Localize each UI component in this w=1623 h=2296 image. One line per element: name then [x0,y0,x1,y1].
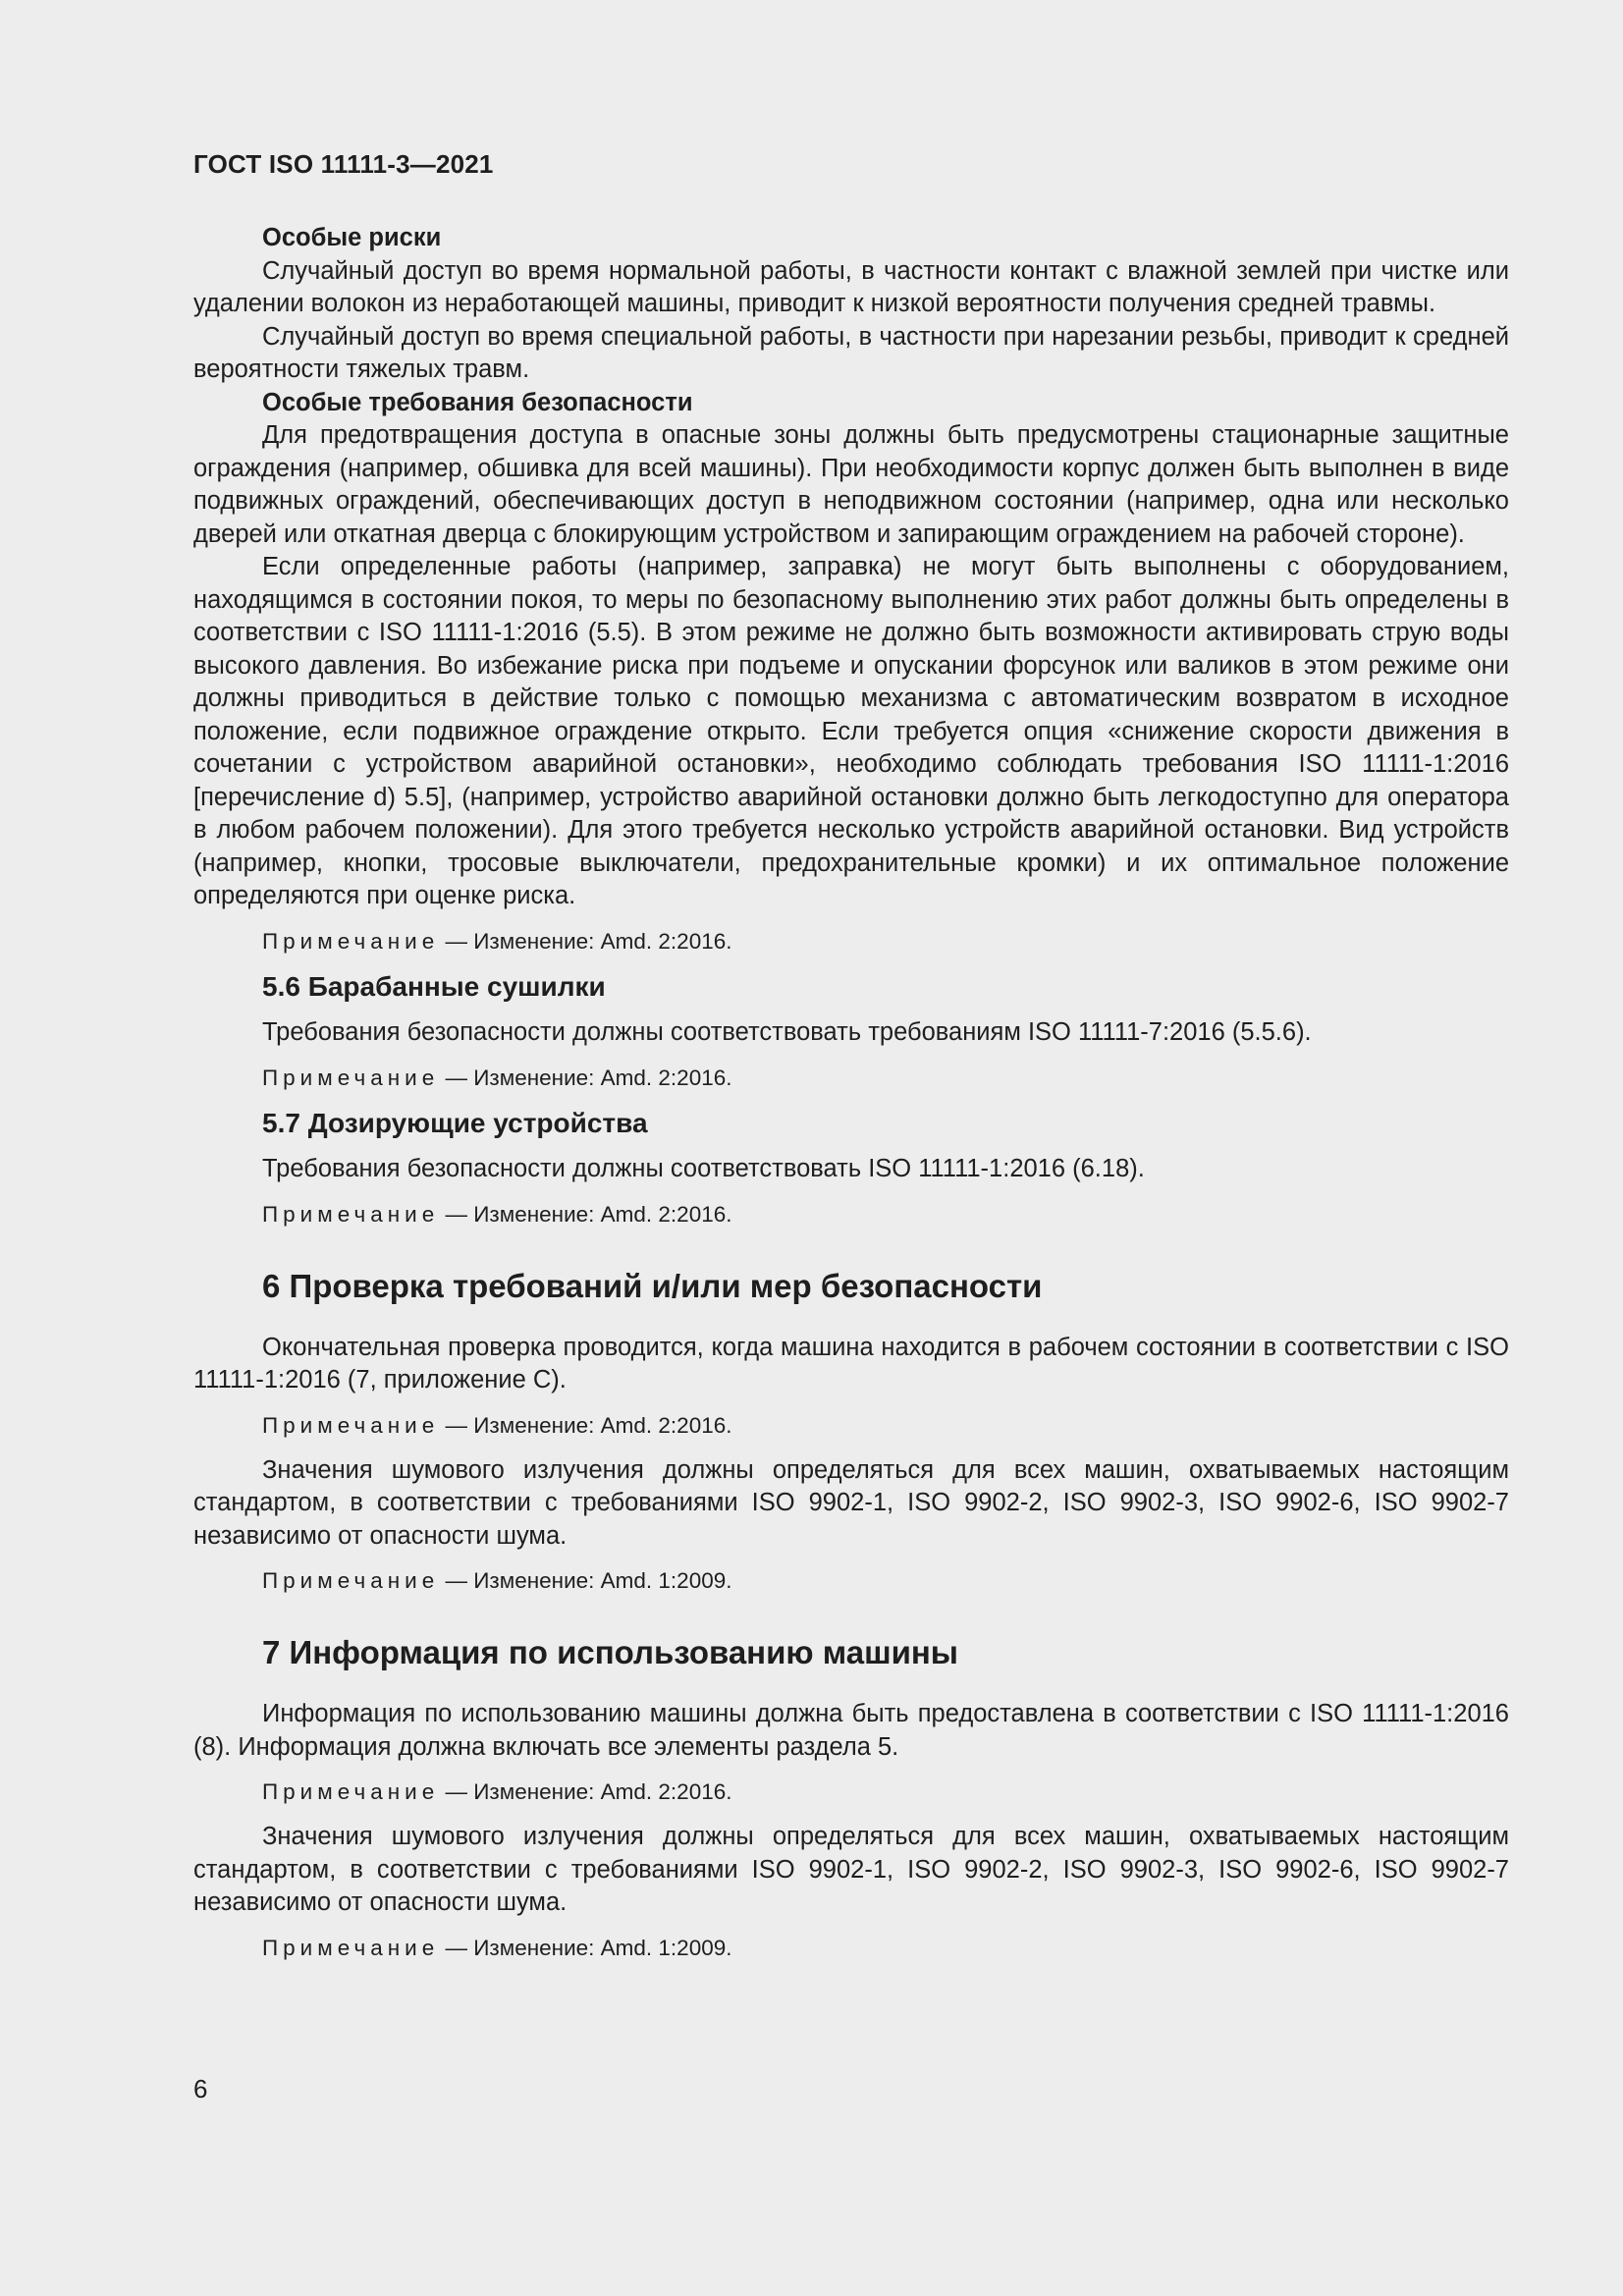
paragraph: Если определенные работы (например, заправка) не могут быть выполнены с оборудованием, находящимся в состоянии покоя, то меры по безопасному выполнению этих работ должны быть определены в соответствии с ISO 11111-1:2016 (5.5). В этом режиме не должно быть возможности активировать струю воды высокого давления. Во избежание риска при подъеме и опускании форсунок или валиков в этом режиме они должны приводиться в действие только с помощью механизма с автоматическим возвратом в исходное положение, если подвижное ограждение открыто. Если требуется опция «снижение скорости движения в сочетании с устройством аварийной остановки», необходимо соблюдать требования ISO 11111-1:2016 [перечисление d) 5.5], (например, устройство аварийной остановки должно быть легкодоступно для оператора в любом рабочем положении). Для этого требуется несколько устройств аварийной остановки. Вид устройств (например, кнопки, тросовые выключатели, предохранительные кромки) и их оптимальное положение определяются при оценке риска. [193,553,1509,909]
document-header: ГОСТ ISO 11111-3—2021 [193,149,494,179]
note-label: Примечание [262,1568,440,1593]
paragraph: Случайный доступ во время специальной работы, в частности при нарезании резьбы, приводит к средней вероятности тяжелых травм. [193,322,1509,383]
note-label: Примечание [262,1935,440,1960]
note [193,1200,1509,1230]
paragraph: Случайный доступ во время нормальной работы, в частности контакт с влажной землей при чистке или удалении волокон из неработающей машины, приводит к низкой вероятности получения средней травмы. [193,256,1509,317]
note-label: Примечание [262,1065,440,1090]
paragraph: Окончательная проверка проводится, когда машина находится в рабочем состоянии в соответствии с ISO 11111-1:2016 (7, приложение C). [193,1333,1509,1394]
note-label: Примечание [262,928,440,954]
paragraph: Значения шумового излучения должны определяться для всех машин, охватываемых настоящим стандартом, в соответствии с требованиями ISO 9902-1, ISO 9902-2, ISO 9902-3, ISO 9902-6, ISO 9902-7 независимо от опасности шума. [193,1823,1509,1916]
paragraph: Значения шумового излучения должны определяться для всех машин, охватываемых настоящим стандартом, в соответствии с требованиями ISO 9902-1, ISO 9902-2, ISO 9902-3, ISO 9902-6, ISO 9902-7 независимо от опасности шума. [193,1455,1509,1550]
note [193,1934,1509,1963]
note [193,1777,1509,1807]
section-heading-5-7: 5.7 Дозирующие устройства [262,1107,648,1138]
note-text: — Изменение: Amd. 2:2016. [439,1201,732,1227]
paragraph: Информация по использованию машины должна быть предоставлена в соответствии с ISO 11111-1:2016 (8). Информация должна включать все элементы раздела 5. [193,1700,1509,1761]
note-text: — Изменение: Amd. 2:2016. [439,1065,732,1090]
section-heading-5-6: 5.6 Барабанные сушилки [262,970,606,1002]
note [193,1566,1509,1596]
note-text: — Изменение: Amd. 1:2009. [439,1568,732,1593]
subheading-special-risks: Особые риски [262,224,442,251]
note-text: — Изменение: Amd. 2:2016. [439,928,732,954]
note [193,927,1509,957]
note-text: — Изменение: Amd. 2:2016. [439,1412,732,1438]
paragraph: Для предотвращения доступа в опасные зоны должны быть предусмотрены стационарные защитные ограждения (например, обшивка для всей машины). При необходимости корпус должен быть выполнен в виде подвижных ограждений, обеспечивающих доступ в неподвижном состоянии (например, одна или несколько дверей или откатная дверца с блокирующим устройством и запирающим ограждением на рабочей стороне). [193,421,1509,548]
subheading-special-requirements: Особые требования безопасности [262,388,693,416]
note-text: — Изменение: Amd. 2:2016. [439,1779,732,1804]
page-number: 6 [193,2074,208,2104]
document-body [193,222,1509,1977]
note [193,1411,1509,1441]
section-heading-7: 7 Информация по использованию машины [262,1634,958,1670]
note-label: Примечание [262,1412,440,1438]
note [193,1064,1509,1093]
note-label: Примечание [262,1779,440,1804]
section-heading-6: 6 Проверка требований и/или мер безопасности [262,1267,1043,1304]
paragraph: Требования безопасности должны соответствовать требованиям ISO 11111-7:2016 (5.5.6). [262,1018,1312,1046]
note-text: — Изменение: Amd. 1:2009. [439,1935,732,1960]
note-label: Примечание [262,1201,440,1227]
paragraph: Требования безопасности должны соответствовать ISO 11111-1:2016 (6.18). [262,1155,1145,1182]
